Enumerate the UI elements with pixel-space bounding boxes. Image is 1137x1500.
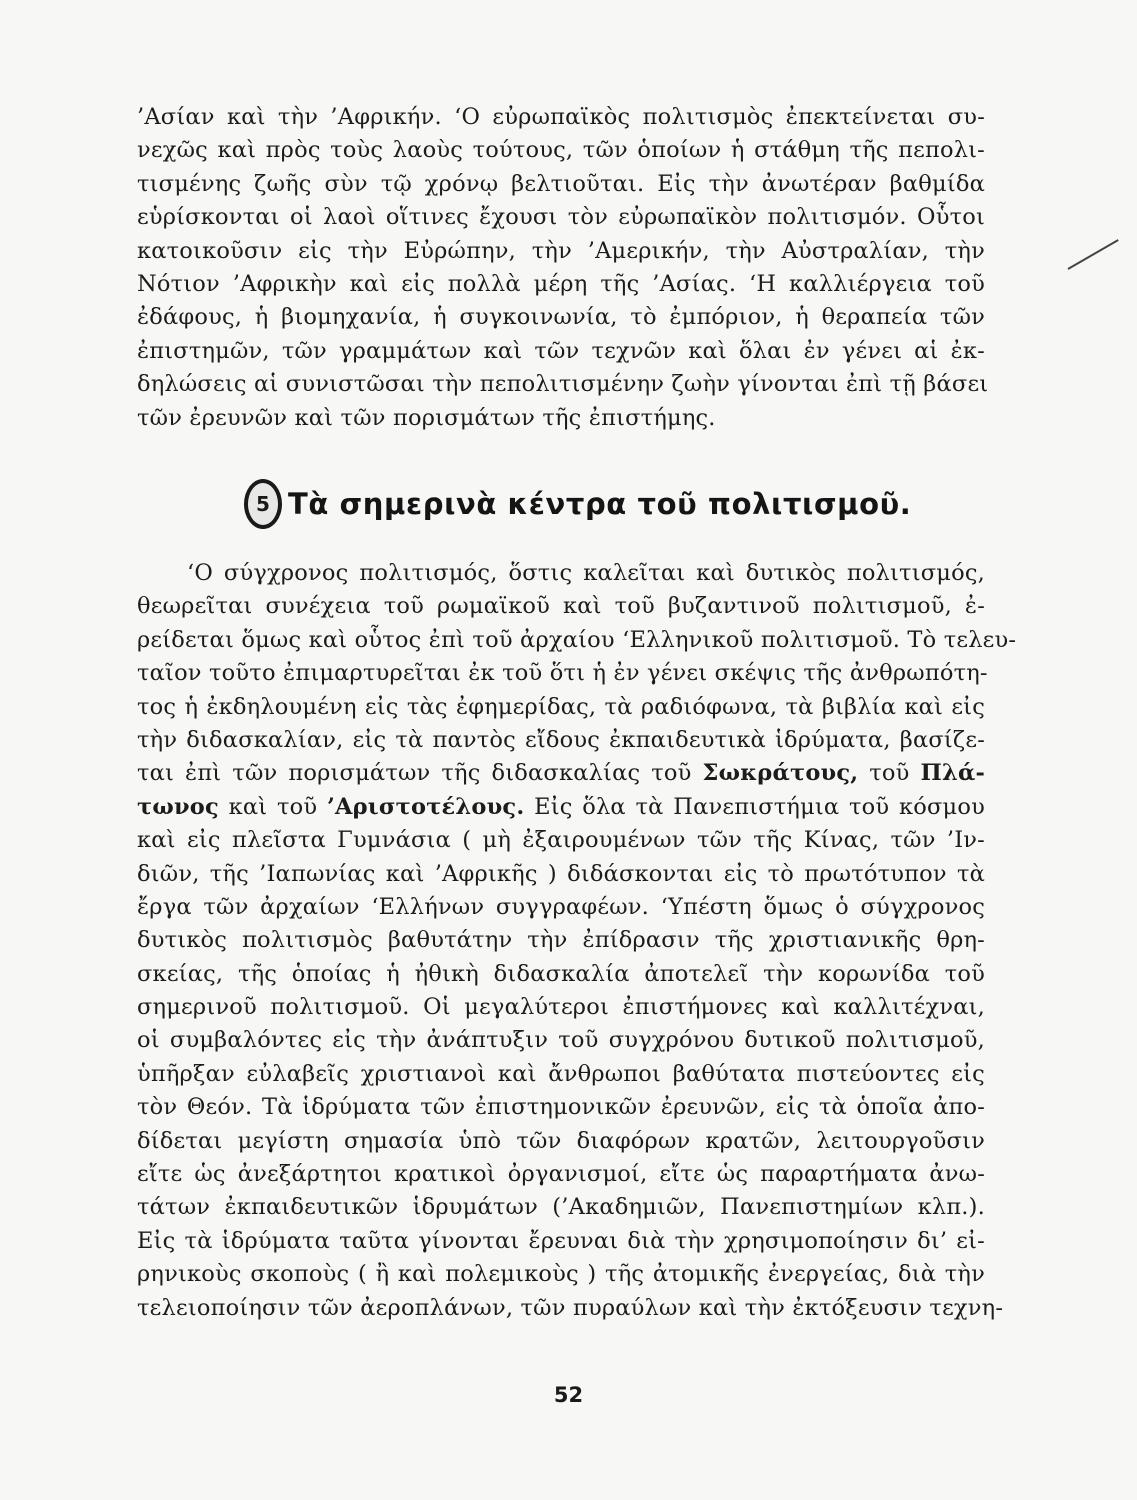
- text-line: ἐπιστημῶν, τῶν γραμμάτων καὶ τῶν τεχνῶν καὶ ὅλαι ἐν γένει αἱ ἐκ-: [137, 337, 985, 364]
- text-line: Νότιον ’Αφρικὴν καὶ εἰς πολλὰ μέρη τῆς ’Ασίας. ‘Η καλλιέργεια τοῦ: [137, 270, 985, 297]
- text-line: δηλώσεις αἱ συνιστῶσαι τὴν πεπολιτισμένην ζωὴν γίνονται ἐπὶ τῇ βάσει: [137, 371, 989, 398]
- text-line: τος ἡ ἐκδηλουμένη εἰς τὰς ἐφημερίδας, τὰ ραδιόφωνα, τὰ βιβλία καὶ εἰς: [137, 693, 985, 720]
- section-number-badge: 5: [244, 479, 282, 529]
- text-segment: καὶ τοῦ: [218, 793, 327, 820]
- text-line: τάτων ἐκπαιδευτικῶν ἱδρυμάτων (’Ακαδημιῶν, Πανεπιστημίων κλπ.).: [137, 1194, 985, 1221]
- text-line: ταῖον τοῦτο ἐπιμαρτυρεῖται ἐκ τοῦ ὅτι ἡ ἐν γένει σκέψις τῆς ἀνθρωπότη-: [137, 660, 988, 687]
- paragraph-civilization-spread: [137, 101, 989, 435]
- name-aristotle: ’Αριστοτέλους.: [326, 793, 525, 820]
- text-line: καὶ εἰς πλεῖστα Γυμνάσια ( μὴ ἐξαιρουμένων τῶν τῆς Κίνας, τῶν ’Ιν-: [137, 827, 985, 854]
- text-line: τισμένης ζωῆς σὺν τῷ χρόνῳ βελτιοῦται. Εἰς τὴν ἀνωτέραν βαθμίδα: [137, 170, 985, 197]
- text-line: ὑπῆρξαν εὐλαβεῖς χριστιανοὶ καὶ ἄνθρωποι βαθύτατα πιστεύοντες εἰς: [137, 1060, 985, 1087]
- text-line: [137, 791, 985, 824]
- page-number: 52: [553, 1383, 584, 1407]
- text-line: Εἰς τὰ ἱδρύματα ταῦτα γίνονται ἔρευναι διὰ τὴν χρησιμοποίησιν δι’ εἰ-: [137, 1227, 985, 1254]
- text-line: θεωρεῖται συνέχεια τοῦ ρωμαϊκοῦ καὶ τοῦ βυζαντινοῦ πολιτισμοῦ, ἐ-: [137, 593, 985, 620]
- text-line: [137, 757, 985, 790]
- text-line: κατοικοῦσιν εἰς τὴν Εὐρώπην, τὴν ’Αμερικήν, τὴν Αὐστραλίαν, τὴν: [137, 237, 985, 264]
- text-segment: Εἰς ὅλα τὰ Πανεπιστήμια τοῦ κόσμου: [524, 793, 986, 820]
- name-socrates: Σωκράτους,: [702, 760, 859, 787]
- paragraph-modern-civilization: [137, 557, 1017, 1325]
- text-line: ’Ασίαν καὶ τὴν ’Αφρικήν. ‘Ο εὐρωπαϊκὸς πολιτισμὸς ἐπεκτείνεται συ-: [137, 104, 985, 130]
- name-plato-part1: Πλά-: [920, 760, 985, 787]
- section-title: Τὰ σημερινὰ κέντρα τοῦ πολιτισμοῦ.: [288, 487, 912, 521]
- text-line: δυτικὸς πολιτισμὸς βαθυτάτην τὴν ἐπίδρασιν τῆς χριστιανικῆς θρη-: [137, 927, 985, 954]
- text-line: ρείδεται ὅμως καὶ οὗτος ἐπὶ τοῦ ἀρχαίου ‘Ελληνικοῦ πολιτισμοῦ. Τὸ τελευ-: [137, 626, 1017, 653]
- text-line: εἴτε ὡς ἀνεξάρτητοι κρατικοὶ ὀργανισμοί, εἴτε ὡς παραρτήματα ἀνω-: [137, 1161, 985, 1188]
- text-line: νεχῶς καὶ πρὸς τοὺς λαοὺς τούτους, τῶν ὁποίων ἡ στάθμη τῆς πεπολι-: [137, 137, 985, 164]
- text-line: ρηνικοὺς σκοποὺς ( ἢ καὶ πολεμικοὺς ) τῆς ἀτομικῆς ἐνεργείας, διὰ τὴν: [137, 1261, 985, 1288]
- text-line: τῶν ἐρευνῶν καὶ τῶν πορισμάτων τῆς ἐπιστήμης.: [137, 404, 716, 431]
- text-segment: τοῦ: [858, 760, 921, 787]
- section-heading: [244, 475, 911, 533]
- text-line: διῶν, τῆς ’Ιαπωνίας καὶ ’Αφρικῆς ) διδάσκονται εἰς τὸ πρωτότυπον τὰ: [137, 860, 985, 887]
- text-line: σκείας, τῆς ὁποίας ἡ ἠθικὴ διδασκαλία ἀποτελεῖ τὴν κορωνίδα τοῦ: [137, 960, 985, 987]
- text-line: τελειοποίησιν τῶν ἀεροπλάνων, τῶν πυραύλων καὶ τὴν ἐκτόξευσιν τεχνη-: [137, 1294, 1004, 1321]
- text-line: τὸν Θεόν. Τὰ ἱδρύματα τῶν ἐπιστημονικῶν ἐρευνῶν, εἰς τὰ ὁποῖα ἀπο-: [137, 1094, 985, 1121]
- text-line: οἱ συμβαλόντες εἰς τὴν ἀνάπτυξιν τοῦ συγχρόνου δυτικοῦ πολιτισμοῦ,: [137, 1027, 985, 1054]
- text-line: εὑρίσκονται οἱ λαοὶ οἵτινες ἔχουσι τὸν εὐρωπαϊκὸν πολιτισμόν. Οὗτοι: [137, 204, 985, 231]
- margin-pencil-mark: [1068, 239, 1119, 270]
- text-line: ἐδάφους, ἡ βιομηχανία, ἡ συγκοινωνία, τὸ ἐμπόριον, ἡ θεραπεία τῶν: [137, 304, 985, 331]
- text-segment: ται ἐπὶ τῶν πορισμάτων τῆς διδασκαλίας τοῦ: [137, 760, 703, 787]
- text-line: ‘Ο σύγχρονος πολιτισμός, ὅστις καλεῖται καὶ δυτικὸς πολιτισμός,: [187, 560, 985, 586]
- text-line: τὴν διδασκαλίαν, εἰς τὰ παντὸς εἴδους ἐκπαιδευτικὰ ἱδρύματα, βασίζε-: [137, 726, 985, 753]
- name-plato-part2: τωνος: [137, 793, 219, 820]
- text-line: δίδεται μεγίστη σημασία ὑπὸ τῶν διαφόρων κρατῶν, λειτουργοῦσιν: [137, 1127, 985, 1154]
- text-line: σημερινοῦ πολιτισμοῦ. Οἱ μεγαλύτεροι ἐπιστήμονες καὶ καλλιτέχναι,: [137, 994, 985, 1021]
- text-line: ἔργα τῶν ἀρχαίων ‘Ελλήνων συγγραφέων. ‘Υπέστη ὅμως ὁ σύγχρονος: [137, 893, 985, 920]
